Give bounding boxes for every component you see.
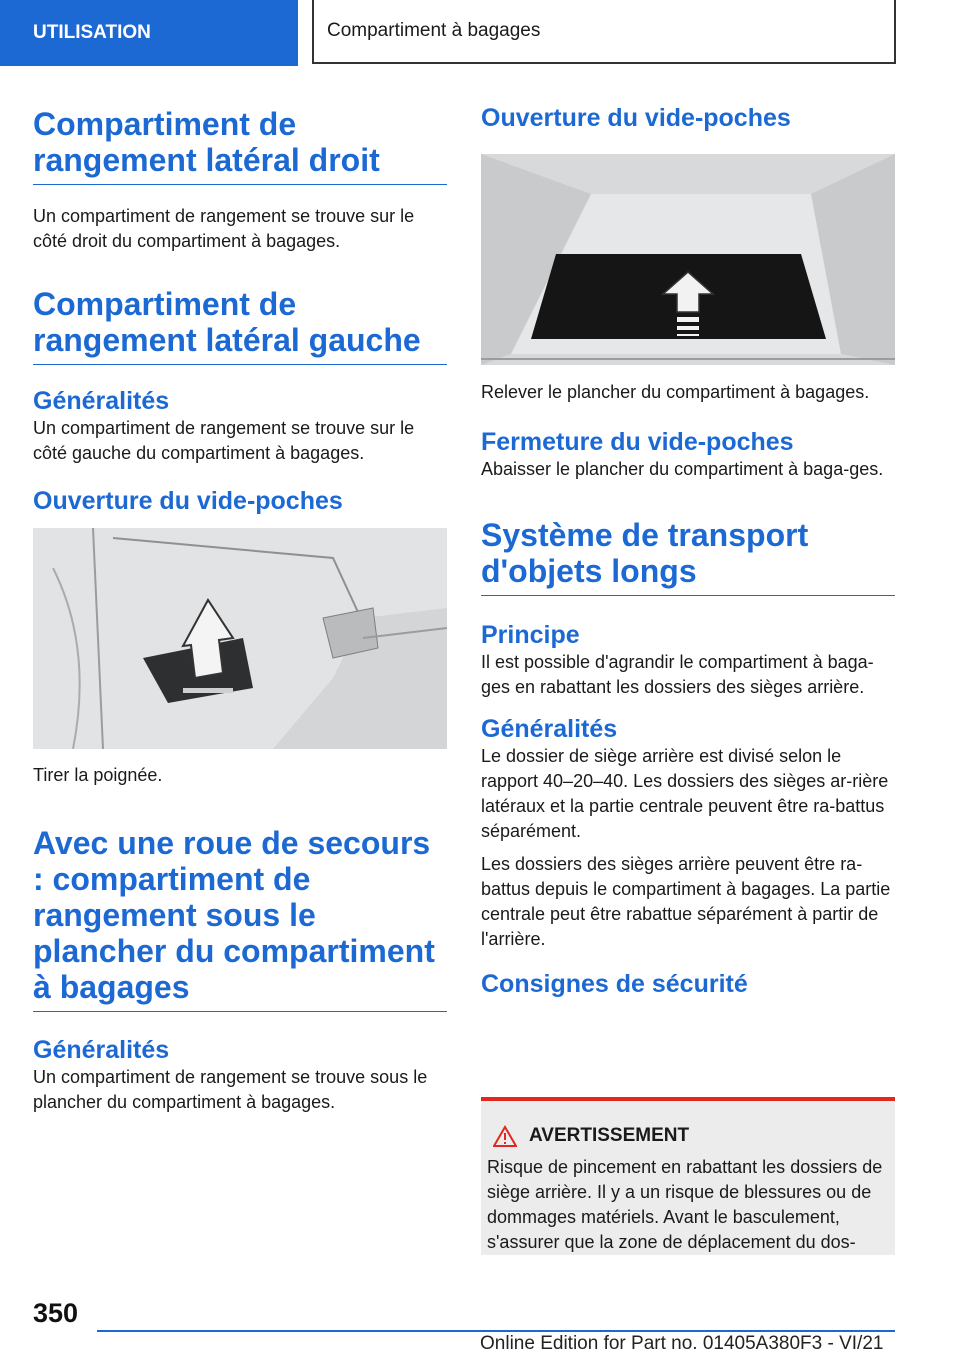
warning-header xyxy=(487,1125,889,1147)
heading-closing: Fermeture du vide-poches xyxy=(481,428,794,456)
warning-triangle-icon xyxy=(493,1125,517,1147)
heading-principle: Principe xyxy=(481,621,580,649)
heading-opening-right: Ouverture du vide-poches xyxy=(481,104,791,132)
heading-general-1: Généralités xyxy=(33,387,170,415)
footer-edition: Online Edition for Part no. 01405A380F3 - VI/21 xyxy=(480,1333,884,1354)
heading-general-2: Généralités xyxy=(33,1036,170,1064)
paragraph-right-storage: Un compartiment de rangement se trouve sur le côté droit du compartiment à bagages. xyxy=(33,206,415,251)
page-header xyxy=(0,0,960,66)
left-column xyxy=(33,66,447,1115)
footer-divider xyxy=(97,1330,895,1332)
right-column xyxy=(481,66,895,999)
heading-safety: Consignes de sécurité xyxy=(481,970,748,998)
heading-right-storage: Compartiment de rangement latéral droit xyxy=(33,106,447,185)
trunk-floor-illustration xyxy=(481,154,895,365)
heading-left-storage: Compartiment de rangement latéral gauche xyxy=(33,286,447,365)
paragraph-left-storage: Un compartiment de rangement se trouve sur le côté gauche du compartiment à bagages. xyxy=(33,418,415,463)
page-number: 350 xyxy=(33,1298,79,1328)
paragraph-under-floor: Un compartiment de rangement se trouve sous le plancher du compartiment à bagages. xyxy=(33,1067,428,1112)
topic-label: Compartiment à bagages xyxy=(312,0,896,64)
heading-general-3: Généralités xyxy=(481,715,618,743)
warning-title: AVERTISSEMENT xyxy=(529,1125,690,1146)
heading-opening-left: Ouverture du vide-poches xyxy=(33,487,343,515)
figure-trunk-floor xyxy=(481,154,895,365)
heading-spare-wheel: Avec une roue de secours : compartiment de rangement sous le plancher du compartiment à bagages xyxy=(33,825,447,1012)
heading-long-objects: Système de transport d'objets longs xyxy=(481,517,895,596)
paragraph-general-3b: Les dossiers des sièges arrière peuvent être ra-battus depuis le compartiment à bagages. La partie centrale peut être rabattue séparément à partir de l'arrière. xyxy=(481,854,891,949)
caption-left-figure: Tirer la poignée. xyxy=(33,765,163,785)
paragraph-general-3a: Le dossier de siège arrière est divisé selon le rapport 40–20–40. Les dossiers des sièges ar-rière latéraux et la partie centrale peuvent être ra-battus séparément. xyxy=(481,746,889,841)
paragraph-closing: Abaisser le plancher du compartiment à baga-ges. xyxy=(481,459,884,479)
paragraph-principle: Il est possible d'agrandir le compartiment à baga-ges en rabattant les dossiers des sièges arrière. xyxy=(481,652,874,697)
section-label: UTILISATION xyxy=(0,0,298,66)
warning-box xyxy=(481,1097,895,1255)
side-compartment-illustration xyxy=(33,528,447,749)
caption-right-figure: Relever le plancher du compartiment à bagages. xyxy=(481,382,870,402)
figure-side-compartment xyxy=(33,528,447,749)
warning-text: Risque de pincement en rabattant les dossiers de siège arrière. Il y a un risque de blessures ou de dommages matériels. Avant le basculement, s'assurer que la zone de déplacement du dos- xyxy=(487,1157,883,1252)
